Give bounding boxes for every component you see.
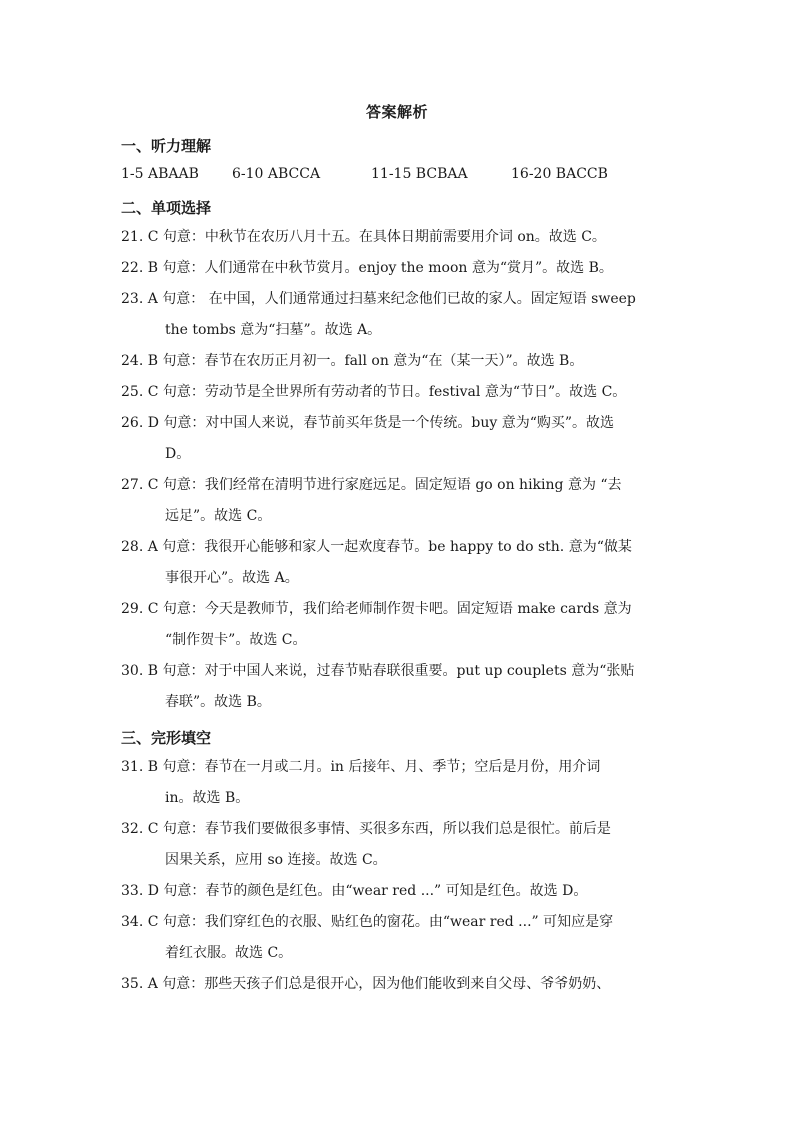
item-line: 31. B 句意：春节在一月或二月。in 后接年、月、季节；空后是月份，用介词 [121, 759, 601, 775]
answer-group-3: 11-15 BCBAA [371, 166, 468, 182]
item-line: 21. C 句意：中秋节在农历八月十五。在具体日期前需要用介词 on。故选 C。 [121, 229, 606, 245]
answer-item-23 [121, 284, 681, 346]
item-line: 33. D 句意：春节的颜色是红色。由“wear red ...” 可知是红色。故选 D。 [121, 883, 588, 899]
item-line: 23. A 句意： 在中国，人们通常通过扫墓来纪念他们已故的家人。固定短语 sweep [121, 291, 636, 307]
item-line: 35. A 句意：那些天孩子们总是很开心，因为他们能收到来自父母、爷爷奶奶、 [121, 976, 611, 992]
answer-item-21 [121, 222, 681, 253]
item-line-continued: “制作贺卡”。故选 C。 [165, 632, 307, 648]
item-line: 24. B 句意：春节在农历正月初一。fall on 意为“在（某一天）”。故选 B。 [121, 353, 584, 369]
item-line-continued: in。故选 B。 [165, 790, 250, 806]
answer-item-29 [121, 594, 681, 656]
answer-item-24 [121, 346, 681, 377]
item-line: 29. C 句意：今天是教师节，我们给老师制作贺卡吧。固定短语 make cards 意为 [121, 601, 632, 617]
item-line: 32. C 句意：春节我们要做很多事情、买很多东西，所以我们总是很忙。前后是 [121, 821, 611, 837]
answer-item-27 [121, 470, 681, 532]
answer-item-28 [121, 532, 681, 594]
answer-item-32 [121, 814, 681, 876]
answer-item-30 [121, 656, 681, 718]
answer-group-1: 1-5 ABAAB [121, 166, 199, 182]
item-line: 30. B 句意：对于中国人来说，过春节贴春联很重要。put up couplets 意为“张贴 [121, 663, 635, 679]
page-title: 答案解析 [365, 103, 428, 121]
answer-item-25 [121, 377, 681, 408]
item-line-continued: the tombs 意为“扫墓”。故选 A。 [165, 322, 382, 338]
item-line: 25. C 句意：劳动节是全世界所有劳动者的节日。festival 意为“节日”。故选 C。 [121, 384, 627, 400]
answer-item-34 [121, 907, 681, 969]
answer-item-31 [121, 752, 681, 814]
item-line: 27. C 句意：我们经常在清明节进行家庭远足。固定短语 go on hiking 意为 “去 [121, 477, 622, 493]
item-line-continued: 远足”。故选 C。 [165, 508, 272, 524]
answer-group-4: 16-20 BACCB [511, 166, 608, 182]
answer-item-35 [121, 969, 681, 1000]
answer-group-2: 6-10 ABCCA [232, 166, 321, 182]
item-line-continued: D。 [165, 446, 191, 462]
section-heading-single-choice: 二、单项选择 [121, 199, 212, 217]
item-line-continued: 因果关系，应用 so 连接。故选 C。 [165, 852, 387, 868]
section-heading-cloze: 三、完形填空 [121, 729, 212, 747]
item-line: 22. B 句意：人们通常在中秋节赏月。enjoy the moon 意为“赏月”。故选 B。 [121, 260, 613, 276]
item-line: 28. A 句意：我很开心能够和家人一起欢度春节。be happy to do sth. 意为“做某 [121, 539, 632, 555]
item-line: 34. C 句意：我们穿红色的衣服、贴红色的窗花。由“wear red ...” 可知应是穿 [121, 914, 614, 930]
item-line: 26. D 句意：对中国人来说，春节前买年货是一个传统。buy 意为“购买”。故选 [121, 415, 615, 431]
answer-item-33 [121, 876, 681, 907]
item-line-continued: 春联”。故选 B。 [165, 694, 271, 710]
section-heading-listening: 一、听力理解 [121, 137, 212, 155]
answer-item-26 [121, 408, 681, 470]
answer-item-22 [121, 253, 681, 284]
item-line-continued: 着红衣服。故选 C。 [165, 945, 293, 961]
item-line-continued: 事很开心”。故选 A。 [165, 570, 299, 586]
